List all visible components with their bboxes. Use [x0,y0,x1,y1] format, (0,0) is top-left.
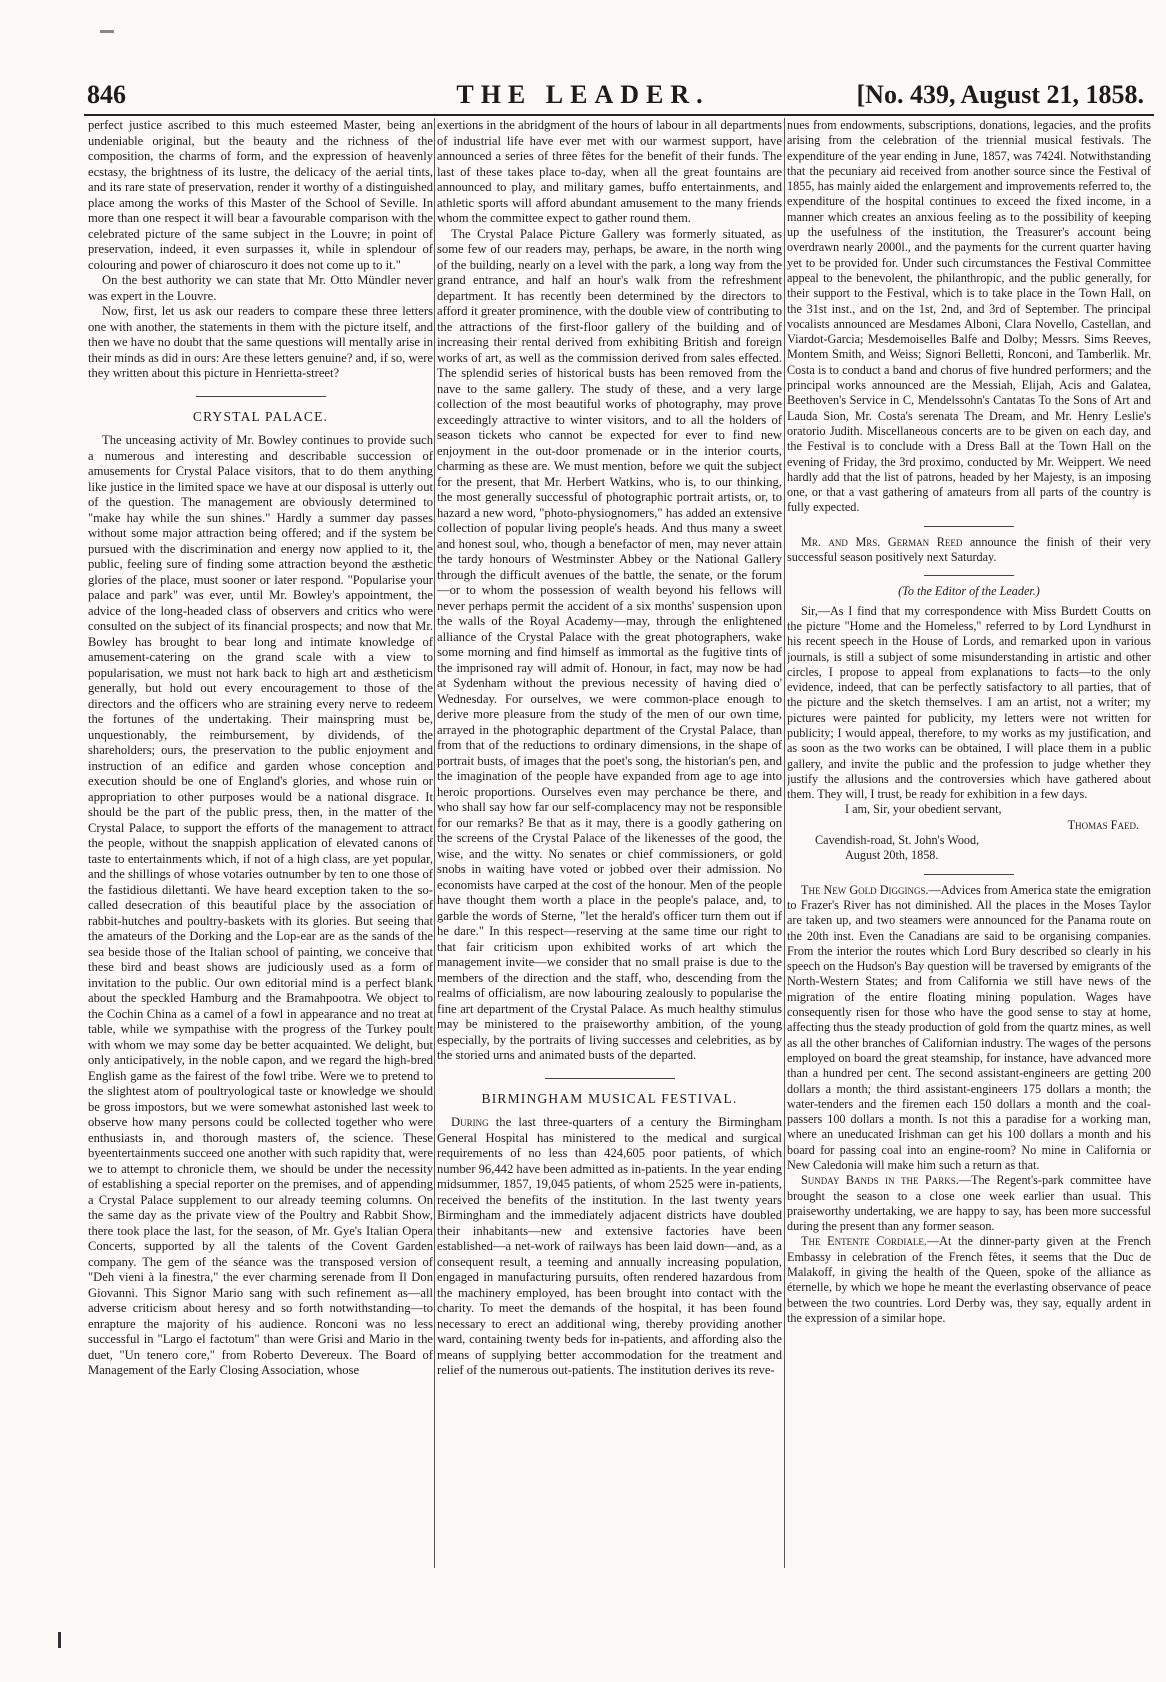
news-text: —At the dinner-party given at the French Embassy in celebration of the French fêtes, it seems that the Duc de Malakoff, in giving the health of the Queen, spoke of the alliance as éternelle, by which we hope he meant the everlasting observance of peace between the two countries. Lord Derby was, they say, equally ardent in the expression of a similar hope. [787,1234,1151,1325]
margin-mark-bottom [58,1632,61,1648]
news-item-sunday-bands [787,1173,1151,1234]
column-divider-2 [784,118,785,1568]
page-number: 846 [87,80,126,109]
news-text: —Advices from America state the emigration to Frazer's River has not diminished. All the places in the Moses Taylor are taken up, and two steamers were announced for the Panama route on the 20th inst. Even the Canadians are said to be organising companies. From the interior the routes which Lord Bury described so clearly in his speech on the Hudson's Bay question will be traversed by emigrants of the North-Western States; and from California we still have news of the migration of the entire floating mining population. Wages have consequently risen for those who have the good sense to stay at home, affecting thus the steady production of gold from the quartz mines, as well as all the other branches of Californian industry. The wages of the persons employed on board the great steamship, for instance, have advanced more than a hundred per cent. The second assistant-engineers are getting 200 dollars a month; the third assistant-engineers 175 dollars a month; the water-tenders and the firemen each 150 dollars a month and the coal-passers 100 dollars a month. Is not this a paradise for a working man, where an uneducated Irishman can get his 100 dollars a month and his board for passing coal into an engine-room? No mine in California or New Caledonia will make him such a return as that. [787,882,1151,1172]
letter-signature: Thomas Faed. [1067,817,1139,832]
article-body [437,1115,782,1379]
section-divider [924,874,1014,875]
header-rule [84,114,1154,116]
lead-phrase: Sunday Bands in the Parks. [801,1173,959,1188]
paragraph: perfect justice ascribed to this much esteemed Master, being an undeniable original, but the beauty and the richness of the composition, the charms of form, and the expression of heavenly ecstasy, the brightness of its lustre, the delicacy of the aerial tints, and its rare state of preservation, render it worthy of a distinguished place among the works of this Master of the School of Seville. In more than one respect it will bear a favourable comparison with the celebrated picture of the same subject in the Louvre; in point of preservation, indeed, it even surpasses it, while in splendour of colouring and power of chiaroscuro it does not come up to it." [88,118,433,272]
news-text: —The Regent's-park committee have brought the season to a close one week earlier than usual. This praiseworthy undertaking, we are happy to say, has been more successful during the present than any former season. [787,1173,1151,1234]
section-divider [545,1078,675,1079]
masthead-title: THE LEADER. [456,80,710,109]
letter-date: August 20th, 1858. [845,848,939,863]
article-body: The unceasing activity of Mr. Bowley continues to provide such a numerous and interesting and describable succession of amusements for Crystal Palace visitors, that to do them anything like justice in the limited space we have at our disposal is utterly out of the question. The management are obviously determined to "make hay while the sun shines." Hardly a summer day passes without some major attraction being offered; and if the system be pursued with the discrimination and energy now applied to it, the public, feeling sure of finding some attraction beyond the æsthetic glories of the place, must sooner or later respond. "Popularise your palace and park" was ever, until Mr. Bowley's appointment, the advice of the long-headed class of observers and critics who were consulted on the subject of its financial prospects; and now that Mr. Bowley has brought to bear long and intimate knowledge of amusement-catering on the grand scale with a view to popularisation, we must not hark back to high art and æstheticism generally, but hold out every encouragement to those of the directors and the officers who are straining every nerve to redeem the fortunes of the undertaking. Their mainspring must be, unquestionably, the reimbursement, by dividends, of the shareholders; ours, the preservation to the public enjoyment and instruction of an edifice and garden whose conception and execution should be one of England's glories, and whose ruin or appropriation to other purposes would be a national disgrace. It should be the part of the public press, then, in the matter of the Crystal Palace, to support the efforts of the management to attract the people, without the snappish application of elevated canons of taste to entertainments which, if not of a high class, are yet popular, and the shillings of whose votaries outnumber by ten to one those of the fastidious dilettanti. We have heard exception taken to the so-called desecration of this beautiful place by the association of rabbit-hutches and poultry-baskets with its glories. But seeing that the amateurs of the Dorking and the Lop-ear are as the sands of the sea beside those of the Italian school of painting, we conceive that these bird and beast shows are judiciously used as a form of invitation to the public. Our own editorial mind is a perfect blank about the speckled Hamburg and the Bramahpootra. We object to the Cochin China as a camel of a fowl in appearance and no treat at table, while we sympathise with the progress of the Turkey poult with whom we may some day be better acquainted. We delight, but only anticipatively, in the noble capon, and we regard the high-bred English game as the fairest of the fowl tribe. Were we to pretend to the slightest atom of poultryological taste or knowledge we should be gross impostors, but we were somewhat astonished last week to observe how many persons could be collected together who were enthusiasts in, and thorough masters of, the science. These byeentertainments succeed one another with such rapidity that, were we to attempt to chronicle them, we should be under the necessity of establishing a special reporter on the premises, and of appending a Crystal Palace supplement to our already teeming columns. On the same day as the private view of the Poultry and Rabbit Show, there took place the last, for the season, of Mr. Gye's Italian Opera Concerts, supported by all the talents of the Covent Garden company. The gem of the séance was the transposed version of "Deh vieni à la finestra," the ever charming serenade from Il Don Giovanni. This Signor Mario sang with such refinement as—all adverse criticism about heresy and so forth notwithstanding—to enrapture the majority of his audience. Ronconi was no less successful in "Largo el factotum" than were Grisi and Mario in the duet, "Un tenero core," from Roberto Devereux. The Board of Management of the Early Closing Association, whose [88,433,433,1377]
paragraph: exertions in the abridgment of the hours of labour in all departments of industrial life have ever met with our warmest support, have announced a series of three fêtes for the benefit of their funds. The last of these takes place to-day, when all the great fountains are announced to play, and military games, buffo entertainments, and athletic sports will afford abundant amusement to the many friends whom the committee expect to gather round them. [437,118,782,225]
column-3 [787,118,1151,1570]
paragraph: nues from endowments, subscriptions, donations, legacies, and the profits arising from the celebration of the triennial musical festivals. The expenditure of the year ending in June, 1857, was 7424l. Notwithstanding that the pecuniary aid received from another source since the Festival of 1855, has mainly aided the enlargement and improvements referred to, the expenditure of the hospital continues to exceed the fixed income, in a manner which creates an anxious feeling as to the possibility of keeping up the usefulness of the institution, the Treasurer's account being overdrawn nearly 2000l., and the payments for the current quarter having yet to be provided for. Under such circumstances the Festival Committee appeal to the benevolent, the philanthropic, and the public generally, for their support to the Festival, which is to take place in the Town Hall, on the 31st inst., and on the 1st, 2nd, and 3rd of September. The principal vocalists announced are Mesdames Alboni, Clara Novello, Castellan, and Viardot-Garcia; Mesdemoiselles Balfe and Dolby; Messrs. Sims Reeves, Montem Smith, and Weiss; Signori Belletti, Ronconi, and Tamberlik. Mr. Costa is to conduct a band and chorus of five hundred performers; and the principal works announced are the Messiah, Elijah, Acis and Galatea, Beethoven's Service in C, Mendelssohn's Cantatas To the Sons of Art and Lauda Sion, Mr. Costa's serenata The Dream, and Mr. Henry Leslie's oratorio Judith. Miscellaneous concerts are to be given on each day, and the Festival is to conclude with a Dress Ball at the Town Hall on the evening of Friday, the 3rd proximo, conducted by Mr. Weippert. We need hardly add that the list of patrons, headed by her Majesty, is an imposing one, or that a vast gathering of amateurs from all parts of the country is fully expected. [787,118,1151,515]
article-text: the last three-quarters of a century the Birmingham General Hospital has ministered to the medical and surgical requirements of no less than 424,605 poor patients, of which number 96,442 have been admitted as in-patients. In the year ending midsummer, 1857, 19,045 patients, of whom 2525 were in-patients, received the benefits of the institution. In the last twenty years Birmingham and the immediately adjacent districts have doubled their inhabitants—new and extensive factories have been established—a net-work of railways has been laid down—and, as a consequent result, a teeming and annually increasing population, engaged in manufacturing pursuits, often rendered hazardous from the machinery employed, has been brought into contact with the charity. To meet the demands of the hospital, it has been found necessary to erect an additional wing, thereby providing another ward, containing twenty beds for in-patients, and affording also the means of supplying better accommodation for the treatment and relief of the numerous out-patients. The institution derives its reve- [437,1115,782,1377]
paragraph: The Crystal Palace Picture Gallery was formerly situated, as some few of our readers may, perhaps, be aware, in the north wing of the building, nearly on a level with the park, a long way from the grand entrance, and half an hour's walk from the refreshment department. It has recently been determined by the directors to afford it greater prominence, with the double view of contributing to the attractions of the first-floor gallery of the building and of increasing their rental derived from exhibiting British and foreign works of art, as well as the commission derived from sales effected. The splendid series of historical busts has been removed from the nave to the same gallery. The study of these, and a very large collection of the most beautiful works of photography, may prove exceedingly attractive to winter visitors, and to all the holders of season tickets who cannot be expected for ever to find new enjoyment in the out-door promenade or in the interior courts, charming as these are. We must mention, before we quit the subject for the present, that Mr. Herbert Watkins, who is, to our thinking, the most generally successful of photographic portrait artists, or, to hazard a new word, "photo-physiognomers," has added an extensive collection of popular living people's heads. And thus many a sweet and honest soul, who, though a benefactor of men, may never attain the tardy honours of Westminster Abbey or the National Gallery through the difficult avenues of the battle, the senate, or the forum—or to whom the possession of wealth beyond his fellows will never perhaps permit the accident of a six months' suspension upon the walls of the Royal Academy—may, through the enlightened alliance of the Crystal Palace with the great photographers, wake some morning and find himself as immortal as the fugitive tints of the imprisoned ray will admit of. Honour, in fact, may now be had at Sydenham without the previous necessity of having died o' Wednesday. For ourselves, we were common-place enough to derive more pleasure from the study of the men of our own time, arrayed in the photographic department of the Crystal Palace, than from that of the reductions to ordinary dimensions, in the shape of portrait busts, of images that the poet's song, the historian's pen, and the imagination of the people have expanded from age to age into heroic proportions. Ourselves even may perchance be there, and who shall say how far our self-complacency may not be responsible for our remarks? Be that as it may, there is a goodly gathering on the screens of the Crystal Palace of the likenesses of the good, the wise, and the witty. No senates or chief commissioners, or gold snobs in waiting have voted or jobbed over their admission. No economists have carped at the cost of the honour. Men of the people have thought them worth a place in the people's palace, and, to garble the words of Sterne, "let the herald's officer turn them out if he dare." In this respect—reserving at the same time our right to that fair criticism upon exhibited works of art which the management invite—we consider that no small praise is due to the members of the direction and the staff, who, descending from the realms of officialism, are now labouring zealously to popularise the fine art department of the Crystal Palace. As much healthy stimulus may be ministered to the praiseworthy ambition, of the young especially, by the portraits of living successes and celebrities, as by the storied urns and animated busts of the departed. [437,226,782,1062]
section-heading-crystal-palace: CRYSTAL PALACE. [192,408,329,424]
column-2 [437,118,782,1570]
section-divider [924,575,1014,576]
paragraph: On the best authority we can state that Mr. Otto Mündler never was expert in the Louvre. [88,273,433,303]
letter-closing: I am, Sir, your obedient servant, [845,802,1002,817]
section-divider [196,396,326,397]
letter-heading: (To the Editor of the Leader.) [898,584,1040,599]
section-divider [924,526,1014,527]
lead-phrase: The Entente Cordiale. [801,1234,927,1249]
column-1 [88,118,433,1570]
lead-phrase: Mr. and Mrs. German Reed [801,534,963,549]
lead-phrase: The New Gold Diggings. [801,882,929,897]
paragraph: Now, first, let us ask our readers to compare these three letters one with another, the statements in them with the picture itself, and then we have no doubt that the same questions will mentally arise in their minds as did in ours: Are these letters genuine? and, if so, were they written about this picture in Henrietta-street? [88,304,433,380]
section-heading-birmingham-festival: BIRMINGHAM MUSICAL FESTIVAL. [481,1090,738,1106]
letter-body: Sir,—As I find that my correspondence with Miss Burdett Coutts on the picture "Home and the Homeless," referred to by Lord Lyndhurst in his recent speech in the House of Lords, and remarked upon in various journals, is still a subject of some misunderstanding in artistic and other circles, I propose to appeal from explanations to facts—to the only evidence, indeed, that can be perfectly satisfactory to all parties, that of the picture and the sketch themselves. I am an artist, not a writer; my pictures were painted for publicity, my letters were not written for publicity; I would appeal, therefore, to my works as my justification, and as soon as the two works can be obtained, I will place them in a public gallery, and invite the public and the profession to judge whether they justify the allusions and the controversies which have gathered about them. They will, I trust, be ready for exhibition in a few days. [787,603,1151,802]
column-divider-1 [434,118,435,1568]
margin-mark-top [100,30,114,33]
news-item-reed [787,535,1151,566]
news-text: announce the finish of their very successful season positively next Saturday. [787,534,1151,565]
issue-info: [No. 439, August 21, 1858. [856,80,1144,109]
news-item-entente-cordiale [787,1234,1151,1326]
letter-address: Cavendish-road, St. John's Wood, [815,833,980,848]
lead-word: During [451,1115,489,1129]
news-item-gold-diggings [787,883,1151,1174]
